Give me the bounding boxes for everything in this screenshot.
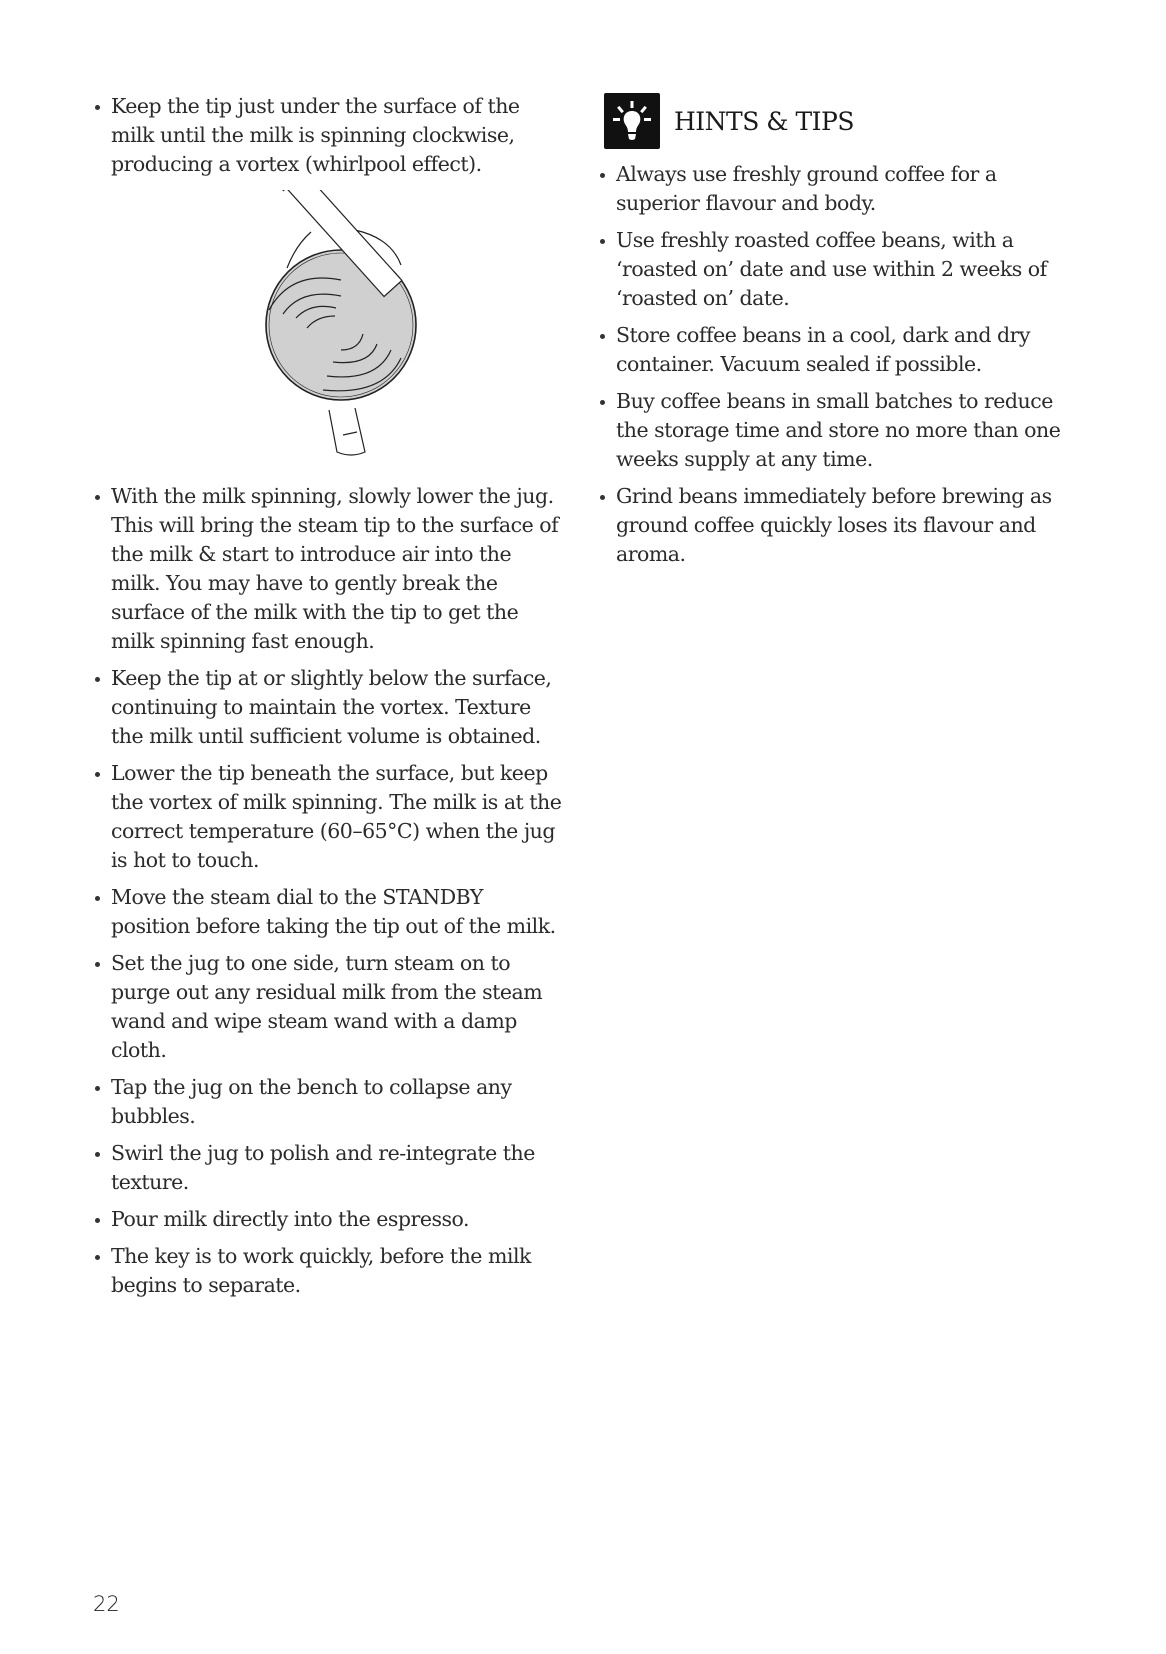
list-item: Move the steam dial to the STANDBY position before taking the tip out of the milk. — [93, 883, 563, 941]
milk-jug-illustration — [251, 190, 431, 460]
list-item: Keep the tip just under the surface of the milk until the milk is spinning clockwise, producing a vortex (whirlpool effect). — [93, 92, 563, 179]
list-item: Swirl the jug to polish and re-integrate the texture. — [93, 1139, 563, 1197]
list-item: Tap the jug on the bench to collapse any bubbles. — [93, 1073, 563, 1131]
lightbulb-icon — [604, 93, 660, 149]
list-item: Store coffee beans in a cool, dark and dry container. Vacuum sealed if possible. — [598, 321, 1068, 379]
hints-tips-title: HINTS & TIPS — [674, 106, 854, 136]
milk-jug-vortex-icon — [251, 190, 431, 460]
list-item: Pour milk directly into the espresso. — [93, 1205, 563, 1234]
list-item: Lower the tip beneath the surface, but keep the vortex of milk spinning. The milk is at the correct temperature (60–65°C) when the jug is hot to touch. — [93, 759, 563, 875]
page-number: 22 — [93, 1592, 120, 1616]
list-item: Keep the tip at or slightly below the surface, continuing to maintain the vortex. Texture the milk until sufficient volume is obtained. — [93, 664, 563, 751]
list-item: The key is to work quickly, before the milk begins to separate. — [93, 1242, 563, 1300]
list-item: Set the jug to one side, turn steam on to purge out any residual milk from the steam wand and wipe steam wand with a damp cloth. — [93, 949, 563, 1065]
list-item: Always use freshly ground coffee for a superior flavour and body. — [598, 160, 1068, 218]
instruction-list-top — [93, 92, 563, 187]
list-item: Buy coffee beans in small batches to reduce the storage time and store no more than one weeks supply at any time. — [598, 387, 1068, 474]
hints-tips-header — [604, 93, 854, 149]
instruction-list-bottom — [93, 482, 563, 1308]
list-item: Use freshly roasted coffee beans, with a ‘roasted on’ date and use within 2 weeks of ‘roasted on’ date. — [598, 226, 1068, 313]
list-item: With the milk spinning, slowly lower the jug. This will bring the steam tip to the surface of the milk & start to introduce air into the milk. You may have to gently break the surface of the milk with the tip to get the milk spinning fast enough. — [93, 482, 563, 656]
tips-list — [598, 160, 1068, 577]
list-item: Grind beans immediately before brewing as ground coffee quickly loses its flavour and aroma. — [598, 482, 1068, 569]
